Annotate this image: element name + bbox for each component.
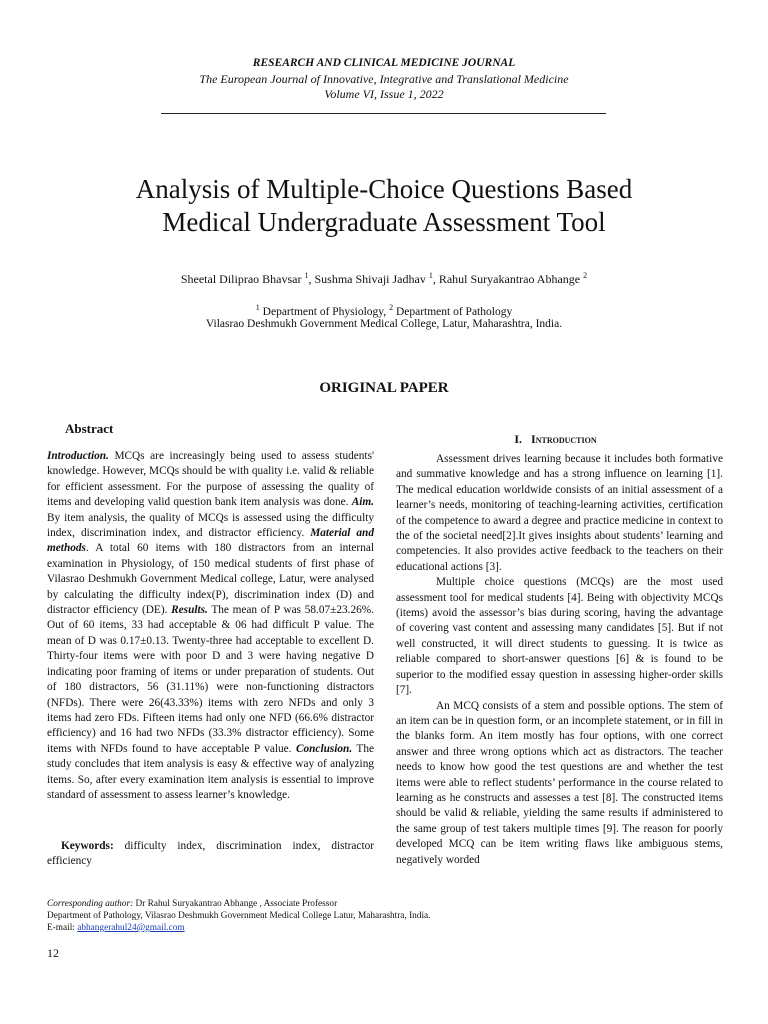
introduction-heading: I. Introduction — [514, 432, 597, 446]
abstract-heading: Abstract — [65, 421, 114, 436]
author-1-affiliation: 1 — [304, 271, 309, 280]
abstract-methods-label: Material and methods — [47, 527, 374, 555]
journal-volume: Volume VI, Issue 1, 2022 — [324, 87, 444, 101]
author-3-affiliation: 2 — [583, 271, 588, 280]
department-pathology: Department of Pathology — [395, 305, 513, 318]
intro-paragraph-2: Multiple choice questions (MCQs) are the most used assessment tool for medical students [4]. Being with objectivity MCQs (items) avoid the assessor’s bias during scoring, having the advantage of covering vast content and assessing many candidates [5]. But if not well constructed, it will direct students to guessing. It is twice as reliable compared to short-answer questions [6] & is found to be superior to the modified essay question in assessing higher-order skills [7]. — [396, 576, 723, 697]
author-2: Sushma Shivaji Jadhav — [314, 272, 426, 286]
intro-paragraph-3: An MCQ consists of a stem and possible options. The stem of an item can be in question form, or an incomplete statement, or in fill in the blanks form. An item mostly has four options, with one correct answer and three wrong options which act as distractors. The teacher needs to know how good the test questions are and whether the test items were able to reflect students’ performance in the course related to learning as he constructs and assesses a test [8]. The constructed items should be valid & reliable, yielding the same results if administered to the same group of test takers multiple times [9]. The reason for poorly developed MCQ can be item writing flaws like ambiguous stems, negatively worded — [396, 699, 723, 866]
author-3: Rahul Suryakantrao Abhange — [438, 272, 581, 286]
page-number: 12 — [47, 946, 59, 960]
keywords-label: Keywords: — [61, 840, 114, 852]
paper-title — [0, 173, 768, 239]
corresponding-email: E-mail: abhangerahul24@gmail.com — [47, 923, 185, 933]
journal-subtitle: The European Journal of Innovative, Integrative and Translational Medicine — [199, 72, 569, 86]
affiliation-departments: $^1$ Department of Physiology, $^2$ Department of Pathology — [255, 303, 513, 318]
abstract-intro-label: Introduction. — [47, 450, 109, 462]
title-line-1: Analysis of Multiple-Choice Questions Based — [135, 174, 633, 204]
intro-paragraph-1: Assessment drives learning because it includes both formative and summative knowledge and has a strong influence on learning [1]. The medical education worldwide consists of an initial assessment of a learner’s needs, monitoring of teaching-learning activities, certification of the competence to award a degree and practice medicine in context to the of the societal need[2].It gives insights about students’ learning and competencies. It also provides active feedback to the teachers on their educational actions [3]. — [396, 453, 723, 573]
abstract-body: Introduction. MCQs are increasingly being used to assess students' knowledge. However, MCQs should be with quality i.e. valid & reliable for efficient assessment. For the purpose of assessing the quality of items and developing valid question bank item analysis was done. Aim. By item analysis, the quality of MCQs is assessed using the difficulty index, discrimination index, and distractor efficiency. Material and methods. A total 60 items with 180 distractors from an internal examination in Physiology, of 150 medical students of first phase of Vilasrao Deshmukh Government Medical college, Latur, were analysed by calculating the difficulty index(P), discrimination index (D) and distractor efficiency (DE). Results. The mean of P was 58.07±23.26%. Out of 60 items, 33 had acceptable & 06 had difficult P value. The mean of D was 0.17±0.13. Twenty-three had acceptable to excellent D. Thirty-four items were with poor D and 3 were having negative D indicating poor framing of items or under preparation of students. Out of 180 distractors, 56 (31.11%) were non-functioning distractors (NFDs). There were 26(43.33%) items with zero NFDs and only 3 items had zero FDs. Fifteen items had only one NFD (66.6% distractor efficiency) and 16 had two NFDs (33.3% distractor efficiency). Some items with NFDs found to have acceptable P value. Conclusion. The study concludes that item analysis is easy & effective way of analyzing items. So, after every examination item analysis is essential to improve standard of assessment to assess learner’s knowledge. — [47, 450, 374, 801]
affiliation-college: Vilasrao Deshmukh Government Medical College, Latur, Maharashtra, India. — [205, 318, 563, 330]
author-1: Sheetal Diliprao Bhavsar — [180, 272, 302, 286]
corresponding-author: Corresponding author: Dr Rahul Suryakantrao Abhange , Associate Professor — [47, 899, 338, 909]
paper-type: ORIGINAL PAPER — [319, 380, 449, 396]
keywords — [47, 839, 374, 870]
author-2-affiliation: 1 — [428, 271, 433, 280]
abstract-aim-label: Aim. — [351, 496, 374, 509]
title-line-2: Medical Undergraduate Assessment Tool — [162, 207, 606, 237]
introduction-body — [396, 452, 723, 868]
journal-name: RESEARCH AND CLINICAL MEDICINE JOURNAL — [252, 57, 516, 69]
corresponding-department: Department of Pathology, Vilasrao Deshmukh Government Medical College Latur, Maharashtra, India. — [47, 911, 431, 921]
abstract-conclusion-label: Conclusion. — [295, 742, 353, 755]
header-rule — [161, 113, 606, 114]
email-link[interactable]: abhangerahul24@gmail.com — [77, 923, 185, 933]
keywords-text: difficulty index, discrimination index, distractor efficiency — [47, 840, 374, 868]
department-physiology: Department of Physiology, — [262, 305, 387, 318]
author-list: Sheetal Diliprao Bhavsar $^1$, Sushma Shivaji Jadhav $^1$, Rahul Suryakantrao Abhange $^2$ — [180, 271, 588, 286]
abstract-results-label: Results. — [171, 604, 208, 617]
